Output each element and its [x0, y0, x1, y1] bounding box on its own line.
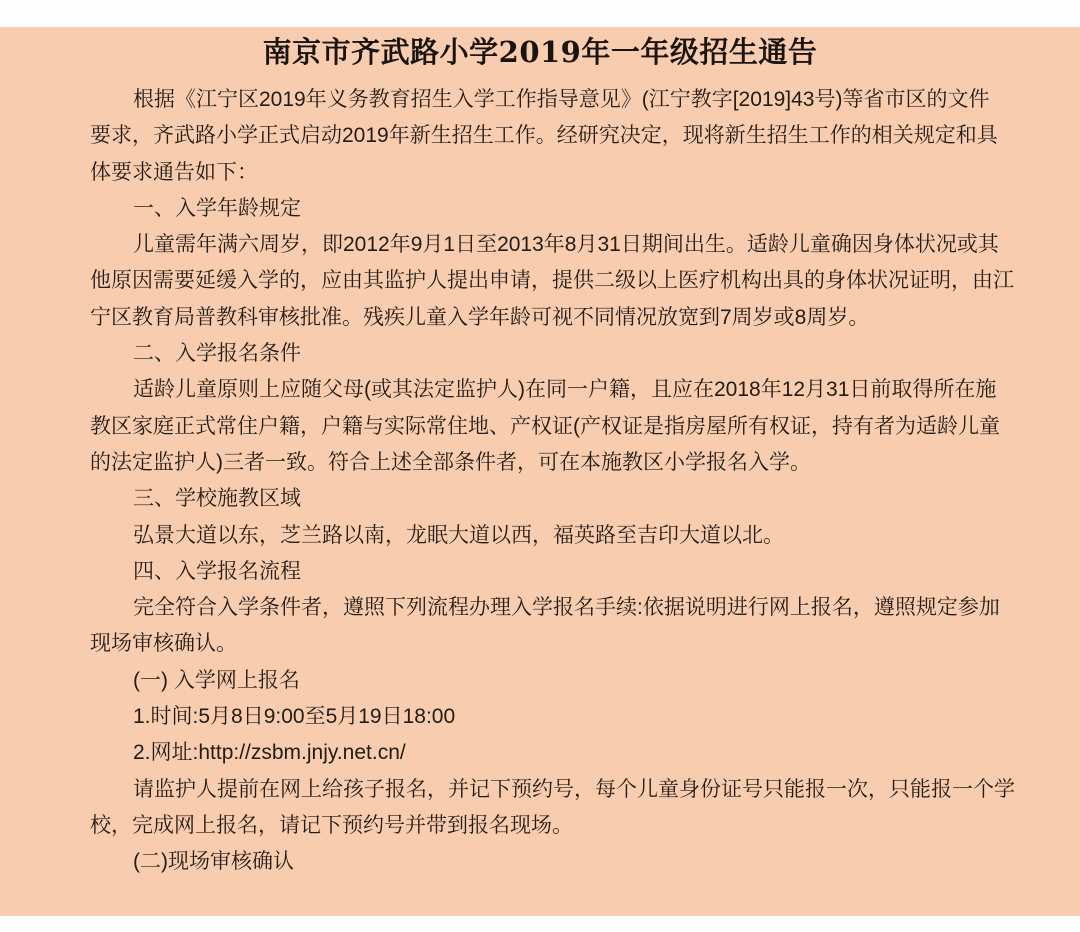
document-title: 南京市齐武路小学2019年一年级招生通告: [262, 35, 818, 69]
text-line: 的法定监护人)三者一致。符合上述全部条件者，可在本施教区小学报名入学。: [90, 450, 811, 474]
text-line: 二、入学报名条件: [133, 342, 301, 366]
text-line: 要求，齐武路小学正式启动2019年新生招生工作。经研究决定，现将新生招生工作的相关规定和具: [90, 124, 998, 148]
text-line: 现场审核确认。: [90, 632, 237, 656]
text-line: 根据《江宁区2019年义务教育招生入学工作指导意见》(江宁教字[2019]43号)等省市区的文件: [133, 88, 990, 111]
text-line: (二)现场审核确认: [133, 850, 294, 874]
text-line: 教区家庭正式常住户籍，户籍与实际常住地、产权证(产权证是指房屋所有权证，持有者为适龄儿童: [90, 414, 1000, 438]
text-line: 体要求通告如下：: [90, 160, 258, 184]
text-line: 儿童需年满六周岁，即2012年9月1日至2013年8月31日期间出生。适龄儿童确因身体状况或其: [133, 233, 999, 257]
text-line: 适龄儿童原则上应随父母(或其法定监护人)在同一户籍，且应在2018年12月31日前取得所在施: [133, 378, 997, 402]
text-line: 1.时间:5月8日9:00至5月19日18:00: [133, 705, 456, 729]
text-line: 四、入学报名流程: [133, 559, 301, 583]
text-line: 三、学校施教区域: [133, 487, 301, 511]
text-line: 弘景大道以东，芝兰路以南，龙眠大道以西，福英路至吉印大道以北。: [133, 523, 784, 547]
text-line: 请监护人提前在网上给孩子报名，并记下预约号，每个儿童身份证号只能报一次，只能报一个学: [133, 777, 1015, 801]
text-line: 他原因需要延缓入学的，应由其监护人提出申请，提供二级以上医疗机构出具的身体状况证明，由江: [90, 269, 1014, 293]
text-line: 校，完成网上报名，请记下预约号并带到报名现场。: [90, 813, 573, 837]
text-line: 完全符合入学条件者，遵照下列流程办理入学报名手续:依据说明进行网上报名，遵照规定参加: [133, 596, 1000, 620]
notice-sheet: [0, 27, 1080, 916]
text-line: 一、入学年龄规定: [133, 196, 301, 220]
text-line: (一) 入学网上报名: [133, 668, 300, 692]
text-line: 宁区教育局普教科审核批准。残疾儿童入学年龄可视不同情况放宽到7周岁或8周岁。: [90, 305, 870, 329]
document-body: [90, 82, 1015, 881]
text-line: 2.网址:http://zsbm.jnjy.net.cn/: [133, 741, 406, 765]
